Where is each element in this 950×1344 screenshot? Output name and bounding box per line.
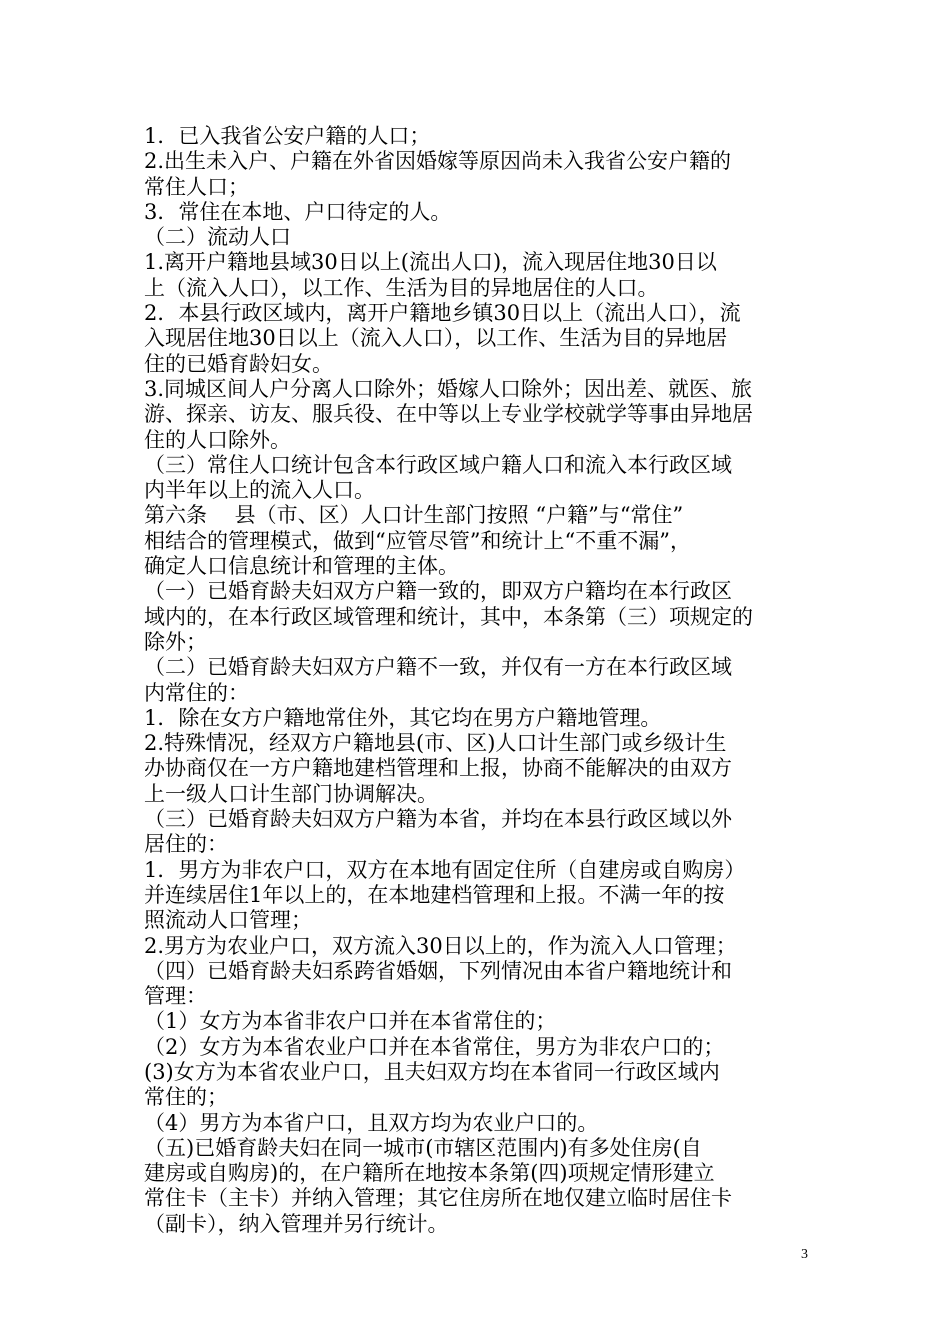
text-line: 内常住的： [144, 680, 249, 705]
text-line: 居住的： [144, 832, 228, 857]
text-line: (3)女方为本省农业户口，且夫妇双方均在本省同一行政区域内 [144, 1059, 720, 1084]
text-line: 1．男方为非农户口，双方在本地有固定住所（自建房或自购房） [144, 857, 746, 882]
text-line: 2.出生未入户、户籍在外省因婚嫁等原因尚未入我省公安户籍的 [144, 149, 732, 174]
text-line: 办协商仅在一方户籍地建档管理和上报，协商不能解决的由双方 [144, 756, 732, 781]
text-line: （三）常住人口统计包含本行政区域户籍人口和流入本行政区域 [144, 452, 732, 477]
text-line: 上一级人口计生部门协调解决。 [144, 781, 438, 806]
text-line: （1）女方为本省非农户口并在本省常住的； [144, 1009, 557, 1034]
text-line: 建房或自购房)的，在户籍所在地按本条第(四)项规定情形建立 [144, 1161, 715, 1186]
text-line: 2．本县行政区域内，离开户籍地乡镇30日以上（流出人口），流 [144, 301, 741, 326]
text-line: 并连续居住1年以上的，在本地建档管理和上报。不满一年的按 [144, 882, 725, 907]
text-line: （4）男方为本省户口，且双方均为农业户口的。 [144, 1110, 599, 1135]
text-line: （二）流动人口 [144, 225, 291, 250]
text-line: 3.同城区间人户分离人口除外；婚嫁人口除外；因出差、就医、旅 [144, 376, 753, 401]
text-line: 住的人口除外。 [144, 427, 291, 452]
text-line: （五)已婚育龄夫妇在同一城市(市辖区范围内)有多处住房(自 [144, 1135, 702, 1160]
document-body [144, 124, 810, 1237]
text-line: 除外； [144, 629, 207, 654]
page-number: 3 [801, 1247, 808, 1262]
text-line: 照流动人口管理； [144, 908, 312, 933]
text-line: （二）已婚育龄夫妇双方户籍不一致，并仅有一方在本行政区域 [144, 655, 732, 680]
text-line: （副卡），纳入管理并另行统计。 [144, 1211, 449, 1236]
text-line: 2.特殊情况，经双方户籍地县(市、区)人口计生部门或乡级计生 [144, 731, 727, 756]
text-line: （一）已婚育龄夫妇双方户籍一致的，即双方户籍均在本行政区 [144, 579, 732, 604]
text-line: 内半年以上的流入人口。 [144, 478, 375, 503]
text-line: （四）已婚育龄夫妇系跨省婚姻，下列情况由本省户籍地统计和 [144, 958, 732, 983]
text-line: 域内的，在本行政区域管理和统计，其中，本条第（三）项规定的 [144, 604, 753, 629]
text-line: 1.离开户籍地县域30日以上(流出人口)，流入现居住地30日以 [144, 250, 717, 275]
text-line: 1．已入我省公安户籍的人口； [144, 124, 431, 148]
text-line: 3．常住在本地、户口待定的人。 [144, 199, 452, 224]
text-line: 1．除在女方户籍地常住外，其它均在男方户籍地管理。 [144, 705, 662, 730]
text-line: 管理： [144, 984, 207, 1009]
text-line: 常住人口； [144, 174, 249, 199]
text-line: （三）已婚育龄夫妇双方户籍为本省，并均在本县行政区域以外 [144, 807, 732, 832]
text-line: 常住卡（主卡）并纳入管理；其它住房所在地仅建立临时居住卡 [144, 1186, 732, 1211]
text-line: 相结合的管理模式，做到“应管尽管”和统计上“不重不漏”， [144, 528, 691, 553]
text-line: 入现居住地30日以上（流入人口），以工作、生活为目的异地居 [144, 326, 728, 351]
text-line: （2）女方为本省农业户口并在本省常住，男方为非农户口的； [144, 1034, 725, 1059]
text-line: 确定人口信息统计和管理的主体。 [144, 554, 459, 579]
text-line: 第六条 县（市、区）人口计生部门按照 “户籍”与“常住” [144, 503, 684, 528]
text-line: 住的已婚育龄妇女。 [144, 351, 333, 376]
text-line: 上（流入人口），以工作、生活为目的异地居住的人口。 [144, 275, 659, 300]
text-line: 游、探亲、访友、服兵役、在中等以上专业学校就学等事由异地居 [144, 402, 753, 427]
text-line: 2.男方为农业户口，双方流入30日以上的，作为流入人口管理； [144, 933, 737, 958]
text-line: 常住的； [144, 1085, 228, 1110]
